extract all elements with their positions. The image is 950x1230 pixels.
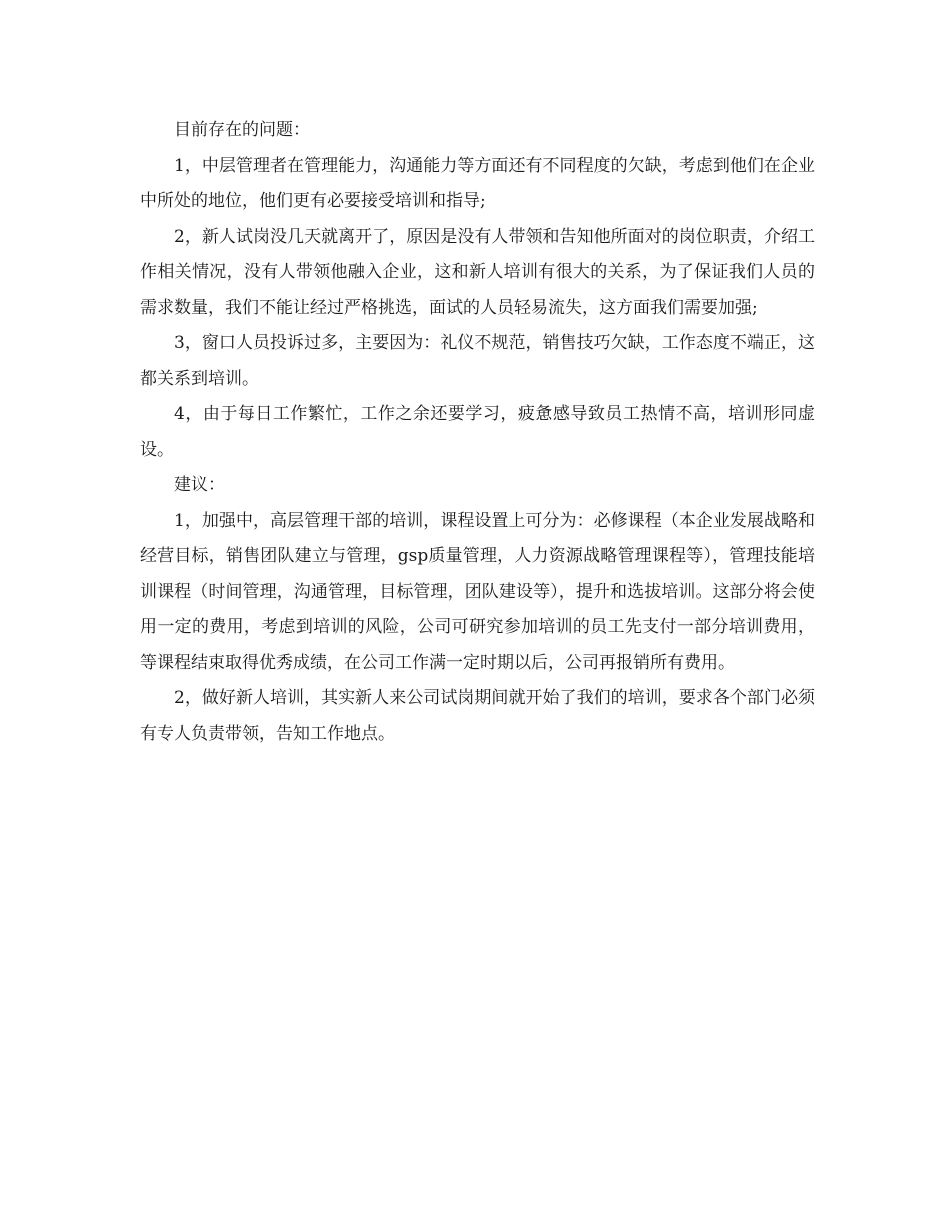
suggestion-item-1: 1，加强中，高层管理干部的培训，课程设置上可分为：必修课程（本企业发展战略和经营目标，销售团队建立与管理，gsp质量管理，人力资源战略管理课程等），管理技能培训课程（时间管理，沟通管理，目标管理，团队建设等），提升和选拔培训。这部分将会使用一定的费用，考虑到培训的风险，公司可研究参加培训的员工先支付一部分培训费用，等课程结束取得优秀成绩，在公司工作满一定时期以后，公司再报销所有费用。 [140, 510, 815, 673]
problem-item-3: 3，窗口人员投诉过多，主要因为：礼仪不规范，销售技巧欠缺，工作态度不端正，这都关系到培训。 [140, 333, 815, 389]
problem-item-1: 1，中层管理者在管理能力，沟通能力等方面还有不同程度的欠缺，考虑到他们在企业中所处的地位，他们更有必要接受培训和指导; [140, 155, 815, 211]
problem-item-4: 4，由于每日工作繁忙，工作之余还要学习，疲惫感导致员工热情不高，培训形同虚设。 [140, 404, 815, 460]
problems-heading: 目前存在的问题： [174, 120, 310, 140]
suggestion-item-2: 2，做好新人培训，其实新人来公司试岗期间就开始了我们的培训，要求各个部门必须有专人负责带领，告知工作地点。 [140, 688, 815, 744]
problem-item-2: 2，新人试岗没几天就离开了，原因是没有人带领和告知他所面对的岗位职责，介绍工作相关情况，没有人带领他融入企业，这和新人培训有很大的关系，为了保证我们人员的需求数量，我们不能让经过严格挑选，面试的人员轻易流失，这方面我们需要加强; [140, 226, 815, 318]
suggestions-heading: 建议： [174, 475, 225, 495]
document-page [140, 113, 815, 752]
